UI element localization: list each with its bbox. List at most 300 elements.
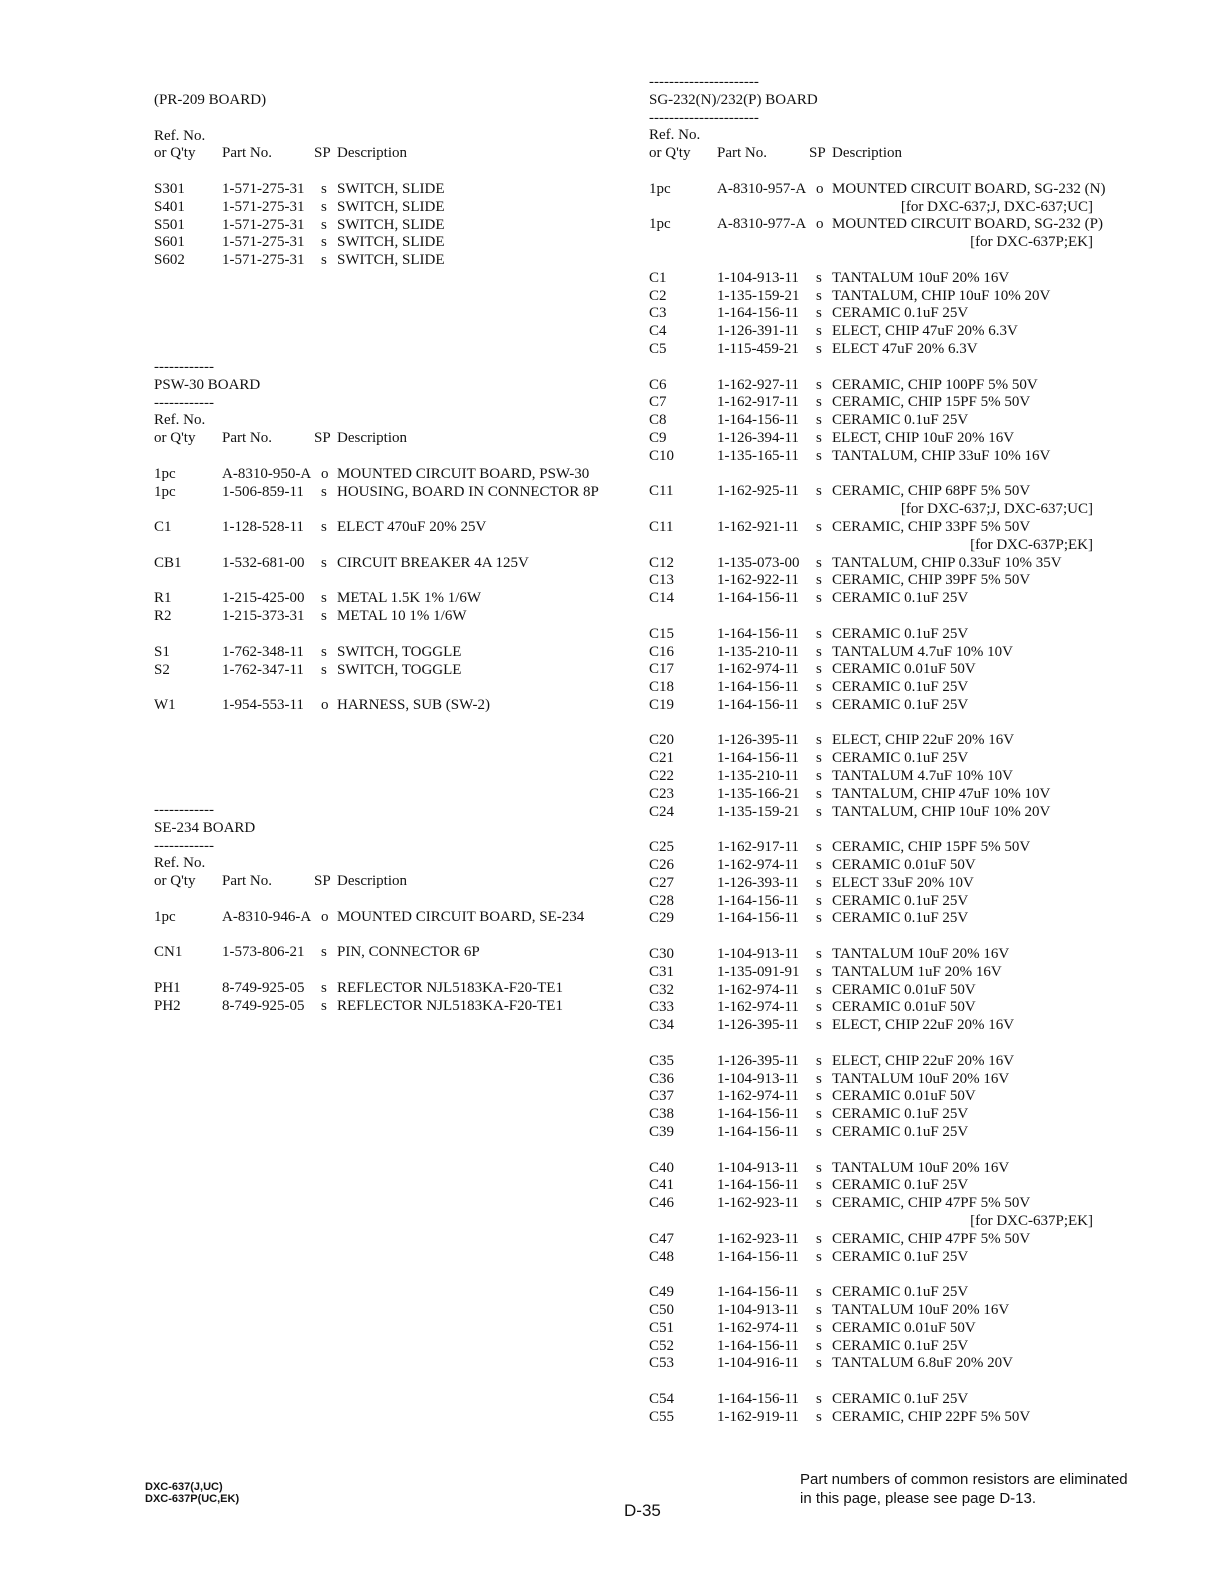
sp-code: s: [816, 340, 822, 357]
sp-code: s: [321, 180, 327, 197]
sp-code: s: [816, 572, 822, 589]
header-qty: or Q'ty: [154, 873, 196, 890]
model-applicability: [for DXC-637P;EK]: [970, 234, 1093, 251]
part-row: [649, 180, 1106, 199]
spacer: [649, 608, 1093, 626]
part-row: [649, 804, 1093, 822]
part-number: 1-506-859-11: [222, 483, 304, 500]
ref-no: C5: [649, 340, 667, 357]
part-number: 1-135-165-11: [717, 447, 799, 464]
column-header-row-1: [154, 412, 594, 430]
sp-code: s: [816, 269, 822, 286]
description: CERAMIC, CHIP 15PF 5% 50V: [832, 394, 1031, 411]
description: CERAMIC 0.1uF 25V: [832, 892, 969, 909]
ref-no: 1pc: [154, 908, 176, 925]
part-number: 1-164-156-11: [717, 1337, 799, 1354]
spacer: [154, 891, 594, 909]
part-number: 1-104-913-11: [717, 1159, 799, 1176]
part-number: 1-571-275-31: [222, 198, 305, 215]
ref-no: C34: [649, 1017, 675, 1034]
sp-code: s: [816, 1106, 822, 1123]
sp-code: s: [816, 910, 822, 927]
part-number: A-8310-950-A: [222, 465, 312, 482]
ref-no: C50: [649, 1301, 675, 1318]
part-row: [649, 323, 1093, 341]
part-number: 1-162-974-11: [717, 999, 799, 1016]
sp-code: s: [816, 661, 822, 678]
part-number: 1-162-927-11: [717, 376, 799, 393]
header-description: Description: [337, 873, 407, 890]
part-row: [649, 394, 1093, 412]
description: TANTALUM 10uF 20% 16V: [832, 1070, 1010, 1087]
ref-no: C41: [649, 1177, 675, 1194]
section-title: SE-234 BOARD: [154, 819, 256, 836]
part-row-continuation: [649, 234, 1093, 252]
description: CERAMIC 0.1uF 25V: [832, 412, 969, 429]
part-number: 1-164-156-11: [717, 412, 799, 429]
part-row: [154, 909, 594, 927]
description: TANTALUM 10uF 20% 16V: [832, 269, 1010, 286]
spacer: [649, 1142, 1093, 1160]
spacer: [649, 1035, 1093, 1053]
part-number: 1-164-156-11: [717, 679, 799, 696]
part-number: 1-164-156-11: [717, 892, 799, 909]
part-number: 1-162-974-11: [717, 981, 799, 998]
part-row: [649, 1106, 1093, 1124]
ref-no: S401: [154, 198, 185, 215]
spacer: [649, 163, 1093, 181]
ref-no: PH1: [154, 979, 181, 996]
sp-code: s: [816, 323, 822, 340]
ref-no: C4: [649, 323, 667, 340]
part-number: 1-164-156-11: [717, 1124, 799, 1141]
sp-code: s: [816, 1248, 822, 1265]
description: CERAMIC 0.1uF 25V: [832, 1337, 969, 1354]
header-part-no: Part No.: [222, 873, 272, 890]
part-number: 1-104-913-11: [717, 1301, 799, 1318]
part-row: [154, 217, 594, 235]
column-header-row-1: [649, 127, 1093, 145]
part-row: [649, 483, 1093, 501]
header-sp: SP: [314, 430, 331, 447]
part-number: 1-164-156-11: [717, 1248, 799, 1265]
sp-code: s: [321, 590, 327, 607]
description: MOUNTED CIRCUIT BOARD, SG-232 (N): [832, 180, 1106, 197]
sp-code: s: [816, 1017, 822, 1034]
ref-no: C19: [649, 696, 675, 713]
section-rule-bottom: ------------: [154, 837, 214, 854]
section-rule-top: ----------------------: [649, 74, 759, 90]
part-number: 1-164-156-11: [717, 1284, 799, 1301]
ref-no: C6: [649, 376, 667, 393]
ref-no: C16: [649, 643, 675, 660]
description: ELECT 470uF 20% 25V: [337, 519, 487, 536]
model-applicability: [for DXC-637P;EK]: [970, 536, 1093, 553]
description: TANTALUM, CHIP 10uF 10% 20V: [832, 287, 1051, 304]
note-line-2: in this page, please see page D-13.: [800, 1490, 1036, 1507]
description: CERAMIC 0.01uF 50V: [832, 857, 976, 874]
ref-no: CB1: [154, 554, 182, 571]
description: TANTALUM 4.7uF 10% 10V: [832, 768, 1013, 785]
part-row: [649, 1195, 1093, 1213]
ref-no: C28: [649, 892, 675, 909]
page-number: D-35: [624, 1501, 661, 1520]
sp-code: s: [816, 874, 822, 891]
spacer: [649, 928, 1093, 946]
header-description: Description: [337, 145, 407, 162]
part-number: 1-162-923-11: [717, 1230, 799, 1247]
part-row: [154, 998, 594, 1016]
description: SWITCH, SLIDE: [337, 234, 445, 251]
sp-code: o: [321, 908, 329, 925]
description: TANTALUM 1uF 20% 16V: [832, 963, 1002, 980]
ref-no: C7: [649, 394, 667, 411]
section-rule-top: ------------: [154, 359, 214, 375]
ref-no: C33: [649, 999, 675, 1016]
description: CERAMIC, CHIP 22PF 5% 50V: [832, 1408, 1031, 1425]
ref-no: C32: [649, 981, 675, 998]
part-number: 1-164-156-11: [717, 305, 799, 322]
part-row: [649, 519, 1093, 537]
spacer: [649, 359, 1093, 377]
ref-no: PH2: [154, 997, 181, 1014]
sp-code: s: [321, 944, 327, 961]
model-applicability: [for DXC-637;J, DXC-637;UC]: [900, 501, 1093, 518]
spacer: [649, 715, 1093, 733]
part-number: 1-162-917-11: [717, 839, 799, 856]
spacer: [154, 537, 594, 555]
sp-code: s: [321, 554, 327, 571]
description: CERAMIC, CHIP 100PF 5% 50V: [832, 376, 1038, 393]
description: CERAMIC 0.1uF 25V: [832, 1106, 969, 1123]
model-applicability: [for DXC-637P;EK]: [970, 1213, 1093, 1229]
ref-no: R1: [154, 590, 172, 607]
column-header-row-2: [154, 145, 594, 163]
ref-no: S2: [154, 661, 170, 678]
description: CERAMIC 0.1uF 25V: [832, 1177, 969, 1194]
ref-no: C48: [649, 1248, 675, 1265]
part-number: 1-164-156-11: [717, 1106, 799, 1123]
sp-code: s: [816, 1301, 822, 1318]
sp-code: s: [816, 785, 822, 802]
ref-no: C15: [649, 625, 675, 642]
sp-code: s: [816, 750, 822, 767]
part-number: 1-571-275-31: [222, 180, 305, 197]
spacer: [649, 1266, 1093, 1284]
part-number: 1-162-922-11: [717, 572, 799, 589]
part-number: 1-164-156-11: [717, 696, 799, 713]
part-row: [649, 555, 1093, 573]
sp-code: s: [321, 643, 327, 660]
spacer: [649, 466, 1093, 484]
part-number: 1-135-159-21: [717, 803, 800, 820]
ref-no: C1: [154, 519, 172, 536]
ref-no: C30: [649, 946, 675, 963]
header-part-no: Part No.: [717, 145, 767, 162]
header-description: Description: [832, 145, 902, 162]
sp-code: s: [816, 839, 822, 856]
spacer: [649, 1373, 1093, 1391]
board-section: [154, 802, 594, 1016]
ref-no: C52: [649, 1337, 675, 1354]
sp-code: s: [816, 376, 822, 393]
part-row: [154, 697, 594, 715]
part-number: 1-571-275-31: [222, 234, 305, 251]
part-row: [154, 644, 594, 662]
description: CIRCUIT BREAKER 4A 125V: [337, 554, 529, 571]
spacer: [154, 110, 594, 128]
part-row: [649, 626, 1093, 644]
sp-code: s: [816, 483, 822, 500]
description: SWITCH, SLIDE: [337, 252, 445, 269]
ref-no: C35: [649, 1052, 675, 1069]
part-number: 1-215-373-31: [222, 608, 305, 625]
part-row: [649, 857, 1093, 875]
part-row: [649, 875, 1093, 893]
description: ELECT, CHIP 10uF 20% 16V: [832, 429, 1015, 446]
description: MOUNTED CIRCUIT BOARD, SE-234: [337, 908, 585, 925]
sp-code: s: [816, 696, 822, 713]
description: MOUNTED CIRCUIT BOARD, PSW-30: [337, 465, 590, 482]
part-row: [649, 946, 1093, 964]
part-number: 1-126-395-11: [717, 1052, 799, 1069]
sp-code: s: [321, 519, 327, 536]
spacer: [154, 679, 594, 697]
description: TANTALUM, CHIP 47uF 10% 10V: [832, 785, 1051, 802]
part-number: A-8310-957-A: [717, 180, 807, 197]
sp-code: s: [816, 1177, 822, 1194]
part-row: [154, 608, 594, 626]
section-rule-bottom: ------------: [154, 394, 214, 411]
part-number: 1-162-919-11: [717, 1408, 799, 1425]
header-qty: or Q'ty: [649, 145, 691, 162]
part-row: [649, 768, 1093, 786]
sp-code: s: [816, 1390, 822, 1407]
sp-code: s: [816, 1195, 822, 1212]
column-header-row-1: [154, 855, 594, 873]
ref-no: C38: [649, 1106, 675, 1123]
part-row: [649, 750, 1093, 768]
part-number: 1-126-391-11: [717, 323, 799, 340]
part-number: 1-762-347-11: [222, 661, 304, 678]
part-row: [154, 662, 594, 680]
ref-no: 1pc: [154, 465, 176, 482]
part-number: 1-115-459-21: [717, 340, 799, 357]
description: CERAMIC, CHIP 39PF 5% 50V: [832, 572, 1031, 589]
description: CERAMIC 0.01uF 50V: [832, 1088, 976, 1105]
part-row: [649, 697, 1093, 715]
ref-no: C39: [649, 1124, 675, 1141]
description: CERAMIC 0.1uF 25V: [832, 305, 969, 322]
description: ELECT, CHIP 22uF 20% 16V: [832, 732, 1015, 749]
description: ELECT, CHIP 22uF 20% 16V: [832, 1017, 1015, 1034]
part-row: [649, 999, 1093, 1017]
part-row: [154, 234, 594, 252]
ref-no: C13: [649, 572, 675, 589]
ref-no: R2: [154, 608, 172, 625]
ref-no: 1pc: [649, 216, 671, 233]
sp-code: s: [816, 590, 822, 607]
part-row: [649, 216, 1103, 234]
ref-no: C49: [649, 1284, 675, 1301]
description: METAL 1.5K 1% 1/6W: [337, 590, 482, 607]
ref-no: C21: [649, 750, 675, 767]
description: CERAMIC, CHIP 15PF 5% 50V: [832, 839, 1031, 856]
model-designation: [145, 1481, 239, 1505]
part-row: [649, 1284, 1093, 1302]
part-row-continuation: [649, 501, 1093, 519]
part-row: [649, 982, 1093, 1000]
part-row: [649, 1017, 1093, 1035]
part-number: 1-135-073-00: [717, 554, 800, 571]
description: SWITCH, TOGGLE: [337, 661, 462, 678]
part-number: 1-162-925-11: [717, 483, 799, 500]
part-number: A-8310-977-A: [717, 216, 807, 233]
part-row: [649, 839, 1093, 857]
description: TANTALUM, CHIP 0.33uF 10% 35V: [832, 554, 1062, 571]
description: METAL 10 1% 1/6W: [337, 608, 467, 625]
column-header-row-2: [154, 430, 594, 448]
sp-code: s: [816, 1284, 822, 1301]
model-line-1: DXC-637(J,UC): [145, 1481, 223, 1493]
part-row: [649, 964, 1093, 982]
part-row: [649, 786, 1093, 804]
section-title: (PR-209 BOARD): [154, 92, 267, 108]
ref-no: C17: [649, 661, 675, 678]
description: CERAMIC 0.01uF 50V: [832, 981, 976, 998]
sp-code: s: [816, 1159, 822, 1176]
ref-no: C11: [649, 483, 674, 500]
part-row: [649, 1355, 1093, 1373]
sp-code: s: [816, 1052, 822, 1069]
part-number: 1-162-974-11: [717, 1319, 799, 1336]
description: CERAMIC 0.1uF 25V: [832, 1124, 969, 1141]
model-line-2: DXC-637P(UC,EK): [145, 1493, 240, 1505]
resistor-note: [800, 1470, 1128, 1508]
ref-no: C3: [649, 305, 667, 322]
part-row: [649, 288, 1093, 306]
part-row: [649, 1160, 1093, 1178]
sp-code: s: [816, 287, 822, 304]
ref-no: C20: [649, 732, 675, 749]
ref-no: C14: [649, 590, 675, 607]
header-part-no: Part No.: [222, 145, 272, 162]
sp-code: s: [816, 1355, 822, 1372]
description: REFLECTOR NJL5183KA-F20-TE1: [337, 979, 563, 996]
ref-no: C1: [649, 269, 667, 286]
part-row: [649, 679, 1093, 697]
header-description: Description: [337, 430, 407, 447]
board-section: [154, 92, 594, 270]
description: CERAMIC, CHIP 68PF 5% 50V: [832, 483, 1031, 500]
description: TANTALUM 10uF 20% 16V: [832, 1301, 1010, 1318]
header-qty: or Q'ty: [154, 430, 196, 447]
part-row: [649, 430, 1093, 448]
sp-code: s: [816, 447, 822, 464]
part-row: [649, 448, 1093, 466]
part-row-continuation: [649, 199, 1093, 217]
description: HARNESS, SUB (SW-2): [337, 697, 490, 714]
part-row: [649, 1409, 1093, 1427]
ref-no: C55: [649, 1408, 675, 1425]
part-row: [649, 1071, 1093, 1089]
spacer: [154, 501, 594, 519]
part-row: [649, 1231, 1093, 1249]
part-number: 1-135-210-11: [717, 768, 799, 785]
column-header-row-1: [154, 128, 594, 146]
ref-no: C2: [649, 287, 667, 304]
part-number: 1-573-806-21: [222, 944, 305, 961]
sp-code: s: [816, 946, 822, 963]
sp-code: s: [816, 1337, 822, 1354]
description: CERAMIC 0.01uF 50V: [832, 999, 976, 1016]
ref-no: S602: [154, 252, 185, 269]
description: REFLECTOR NJL5183KA-F20-TE1: [337, 997, 563, 1014]
ref-no: 1pc: [649, 180, 671, 197]
ref-no: CN1: [154, 944, 183, 961]
header-ref-no: Ref. No.: [154, 412, 206, 429]
sp-code: o: [816, 180, 824, 197]
description: TANTALUM, CHIP 10uF 10% 20V: [832, 803, 1051, 820]
ref-no: C54: [649, 1390, 675, 1407]
description: CERAMIC, CHIP 47PF 5% 50V: [832, 1230, 1031, 1247]
description: MOUNTED CIRCUIT BOARD, SG-232 (P): [832, 216, 1103, 233]
sp-code: s: [816, 429, 822, 446]
part-row: [154, 199, 594, 217]
sp-code: o: [816, 216, 824, 233]
description: ELECT, CHIP 47uF 20% 6.3V: [832, 323, 1018, 340]
sp-code: o: [321, 465, 329, 482]
part-number: A-8310-946-A: [222, 908, 312, 925]
ref-no: C18: [649, 679, 675, 696]
header-ref-no: Ref. No.: [154, 127, 206, 144]
part-row: [154, 590, 594, 608]
part-row: [154, 980, 594, 998]
sp-code: s: [816, 732, 822, 749]
ref-no: C23: [649, 785, 675, 802]
part-number: 1-162-923-11: [717, 1195, 799, 1212]
part-number: 1-164-156-11: [717, 590, 799, 607]
part-row: [649, 644, 1093, 662]
sp-code: s: [816, 1319, 822, 1336]
part-row: [649, 341, 1093, 359]
ref-no: C9: [649, 429, 667, 446]
description: TANTALUM 4.7uF 10% 10V: [832, 643, 1013, 660]
part-row: [649, 1053, 1093, 1071]
part-number: 1-532-681-00: [222, 554, 305, 571]
note-line-1: Part numbers of common resistors are eliminated: [800, 1471, 1128, 1488]
ref-no: C25: [649, 839, 675, 856]
sp-code: s: [321, 979, 327, 996]
part-row: [154, 483, 599, 502]
description: CERAMIC 0.1uF 25V: [832, 1284, 969, 1301]
model-applicability: [for DXC-637;J, DXC-637;UC]: [900, 198, 1093, 215]
ref-no: C11: [649, 518, 674, 535]
column-header-row-2: [649, 145, 1093, 163]
part-row: [649, 893, 1093, 911]
header-ref-no: Ref. No.: [154, 855, 206, 872]
spacer: [649, 252, 1093, 270]
part-row: [649, 661, 1093, 679]
section-title: SG-232(N)/232(P) BOARD: [649, 91, 818, 108]
ref-no: C47: [649, 1230, 675, 1247]
part-number: 1-135-091-91: [717, 963, 800, 980]
ref-no: C31: [649, 963, 675, 980]
part-row: [649, 1338, 1093, 1356]
ref-no: C36: [649, 1070, 675, 1087]
sp-code: s: [816, 857, 822, 874]
sp-code: s: [816, 412, 822, 429]
